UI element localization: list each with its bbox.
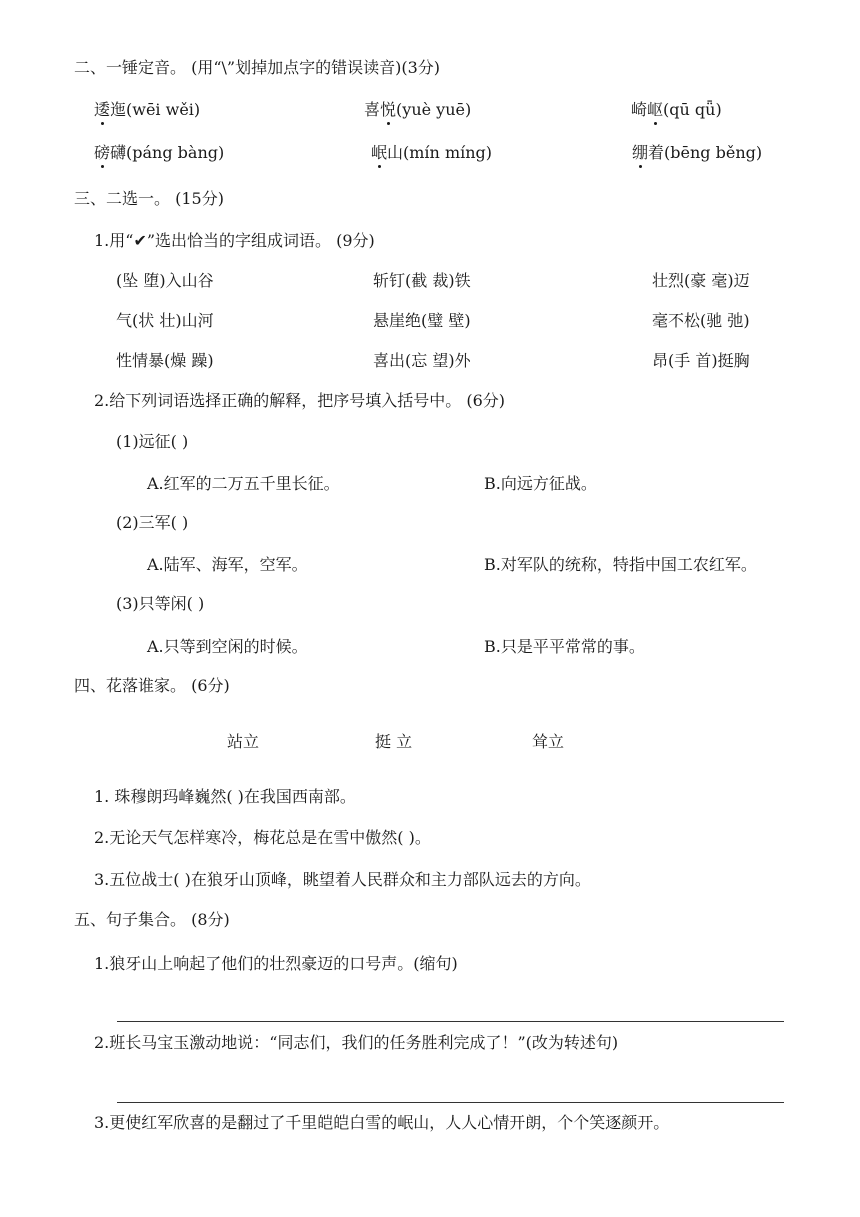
- sentence-question: 3.更使红军欣喜的是翻过了千里皑皑白雪的岷山，人人心情开朗，个个笑逐颜开。: [94, 1113, 670, 1132]
- section-title-fill: 四、花落谁家。 (6分): [74, 676, 230, 695]
- item-text: (qū qǖ): [663, 100, 722, 119]
- word-choice-item[interactable]: 壮烈(豪 毫)迈: [652, 271, 750, 290]
- word-option: 耸立: [532, 732, 565, 751]
- word-option: 站立: [227, 732, 260, 751]
- question-2-title: 2.给下列词语选择正确的解释，把序号填入括号中。 (6分): [94, 391, 506, 410]
- dotted-char: 岷: [371, 143, 388, 162]
- answer-line[interactable]: [117, 1021, 784, 1022]
- word-choice-item[interactable]: 斩钉(截 裁)铁: [373, 271, 471, 290]
- answer-line[interactable]: [117, 1102, 784, 1103]
- option-a: A.陆军、海军，空军。: [147, 555, 308, 574]
- fill-blank-sentence[interactable]: 1. 珠穆朗玛峰巍然( )在我国西南部。: [94, 787, 356, 806]
- word-option: 挺 立: [375, 732, 413, 751]
- dotted-char: 绷: [632, 143, 649, 162]
- option-b: B.向远方征战。: [484, 474, 597, 493]
- definition-question[interactable]: (2)三军( ): [116, 513, 189, 532]
- section-title-choice: 三、二选一。 (15分): [74, 189, 224, 208]
- pinyin-item[interactable]: [371, 143, 492, 163]
- option-b: B.只是平平常常的事。: [484, 637, 645, 656]
- pinyin-item[interactable]: [94, 143, 224, 163]
- item-text: 着(bēng běng): [648, 143, 763, 162]
- item-text: 迤(wēi wěi): [110, 100, 201, 119]
- item-text: 礴(páng bàng): [110, 143, 225, 162]
- option-a: A.红军的二万五千里长征。: [147, 474, 340, 493]
- pinyin-item[interactable]: [94, 100, 200, 120]
- word-choice-item[interactable]: 毫不松(驰 弛): [652, 311, 750, 330]
- sentence-question: 2.班长马宝玉激动地说：“同志们，我们的任务胜利完成了！”(改为转述句): [94, 1033, 619, 1052]
- item-text: 喜: [364, 100, 381, 119]
- item-text: 崎: [631, 100, 648, 119]
- section-title-pronunciation: 二、一锤定音。 (用“\”划掉加点字的错误读音)(3分): [74, 58, 440, 77]
- option-b: B.对军队的统称，特指中国工农红军。: [484, 555, 757, 574]
- pinyin-item[interactable]: [364, 100, 471, 120]
- word-choice-item[interactable]: 喜出(忘 望)外: [373, 351, 471, 370]
- word-choice-item[interactable]: 昂(手 首)挺胸: [652, 351, 750, 370]
- sentence-question: 1.狼牙山上响起了他们的壮烈豪迈的口号声。(缩句): [94, 954, 458, 973]
- definition-question[interactable]: (3)只等闲( ): [116, 594, 205, 613]
- question-1-title: 1.用“✔”选出恰当的字组成词语。 (9分): [94, 231, 375, 250]
- dotted-char: 逶: [94, 100, 111, 119]
- dotted-char: 岖: [647, 100, 664, 119]
- dotted-char: 磅: [94, 143, 111, 162]
- option-a: A.只等到空闲的时候。: [147, 637, 308, 656]
- section-title-sentences: 五、句子集合。 (8分): [74, 910, 230, 929]
- item-text: (yuè yuē): [396, 100, 472, 119]
- word-choice-item[interactable]: 悬崖绝(璧 壁): [373, 311, 471, 330]
- fill-blank-sentence[interactable]: 2.无论天气怎样寒冷，梅花总是在雪中傲然( )。: [94, 828, 431, 847]
- word-choice-item[interactable]: 性情暴(燥 躁): [116, 351, 214, 370]
- definition-question[interactable]: (1)远征( ): [116, 432, 189, 451]
- pinyin-item[interactable]: [631, 100, 722, 120]
- word-choice-item[interactable]: (坠 堕)入山谷: [116, 271, 214, 290]
- dotted-char: 悦: [380, 100, 397, 119]
- item-text: 山(mín míng): [387, 143, 493, 162]
- word-choice-item[interactable]: 气(状 壮)山河: [116, 311, 214, 330]
- pinyin-item[interactable]: [632, 143, 762, 163]
- fill-blank-sentence[interactable]: 3.五位战士( )在狼牙山顶峰，眺望着人民群众和主力部队远去的方向。: [94, 870, 591, 889]
